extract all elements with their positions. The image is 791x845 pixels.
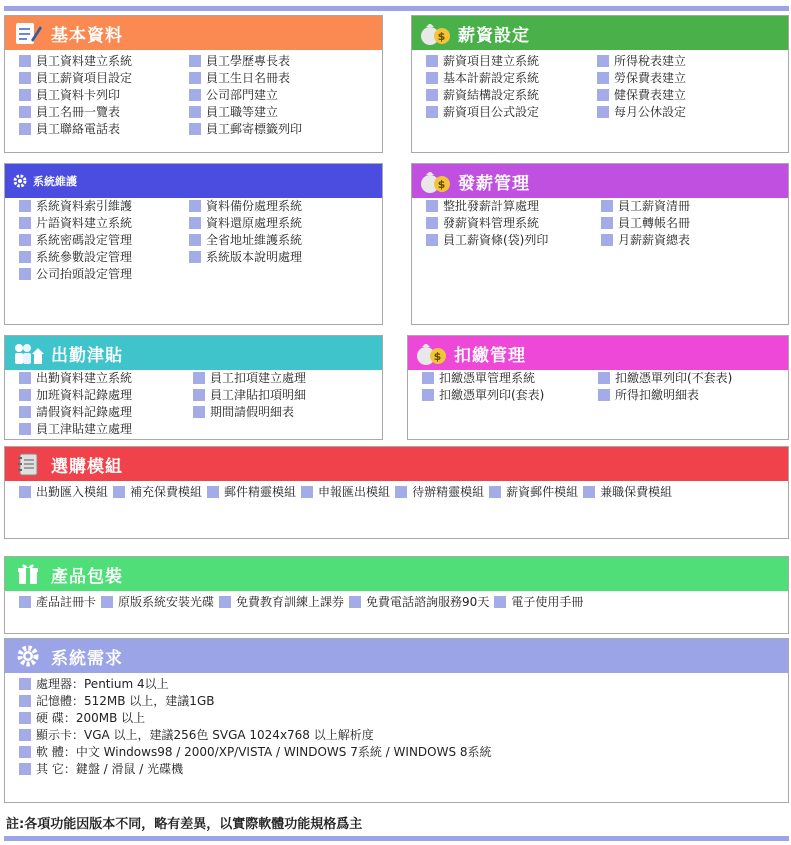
bullet-square-icon [301, 486, 313, 498]
bullet-square-icon [189, 217, 201, 229]
bullet-square-icon [19, 596, 31, 608]
module-item[interactable]: 薪資郵件模組 [489, 483, 578, 500]
menu-item[interactable]: 資料還原處理系統 [189, 215, 302, 232]
bullet-square-icon [189, 200, 201, 212]
svg-text:$: $ [437, 30, 447, 43]
bullet-square-icon [19, 89, 31, 101]
bullet-square-icon [189, 72, 201, 84]
requirement-item: 軟 體：中文 Windows98 / 2000/XP/VISTA / WINDOWS 7系統 / WINDOWS 8系統 [19, 743, 492, 760]
bullet-square-icon [19, 200, 31, 212]
package-list [19, 593, 588, 610]
panel-header [5, 447, 788, 481]
bullet-square-icon [426, 106, 438, 118]
gear-icon [11, 166, 29, 196]
bullet-square-icon [597, 72, 609, 84]
panel-system-requirements [4, 638, 789, 803]
menu-item[interactable]: 系統密碼設定管理 [19, 232, 132, 249]
bullet-square-icon [19, 729, 31, 741]
panel-header [5, 639, 788, 673]
bullet-square-icon [601, 200, 613, 212]
notebook-icon [11, 449, 45, 479]
panel-header [5, 16, 382, 50]
panel-title: 發薪管理 [458, 173, 530, 194]
module-item[interactable]: 待辦精靈模組 [395, 483, 484, 500]
gift-icon [11, 559, 45, 589]
panel-product-package [4, 556, 789, 634]
bullet-square-icon [19, 763, 31, 775]
menu-item[interactable]: 員工資料建立系統 [19, 53, 132, 70]
bullet-square-icon [598, 372, 610, 384]
bullet-square-icon [19, 389, 31, 401]
bullet-square-icon [193, 372, 205, 384]
menu-item[interactable]: 薪資項目公式設定 [426, 104, 539, 121]
menu-item[interactable]: 期間請假明細表 [193, 404, 294, 421]
menu-item[interactable]: 員工薪資項目設定 [19, 70, 132, 87]
bullet-square-icon [19, 251, 31, 263]
panel-attendance-allowance [4, 335, 383, 440]
panel-withholding-management [407, 335, 789, 440]
bullet-square-icon [207, 486, 219, 498]
menu-item[interactable]: 全省地址維護系統 [189, 232, 302, 249]
requirement-item: 處理器：Pentium 4以上 [19, 675, 169, 692]
bullet-square-icon [426, 72, 438, 84]
bullet-square-icon [19, 372, 31, 384]
panel-title: 系統需求 [51, 648, 123, 669]
menu-item[interactable]: 扣繳憑單列印(不套表) [598, 370, 732, 387]
menu-item[interactable]: 員工生日名冊表 [189, 70, 290, 87]
menu-item[interactable]: 公司抬頭設定管理 [19, 266, 132, 283]
menu-item[interactable]: 片語資料建立系統 [19, 215, 132, 232]
panel-header [5, 557, 788, 591]
bullet-square-icon [19, 106, 31, 118]
menu-item[interactable]: 員工郵寄標籤列印 [189, 121, 302, 138]
panel-header [412, 16, 788, 50]
bullet-square-icon [19, 217, 31, 229]
menu-item[interactable]: 員工轉帳名冊 [601, 215, 690, 232]
bullet-square-icon [19, 746, 31, 758]
bullet-square-icon [426, 217, 438, 229]
bullet-square-icon [494, 596, 506, 608]
menu-item[interactable]: 系統參數設定管理 [19, 249, 132, 266]
panel-payroll-management [411, 163, 789, 325]
module-list [19, 483, 677, 500]
menu-item[interactable]: 出勤資料建立系統 [19, 370, 132, 387]
panel-title: 系統維護 [33, 175, 77, 188]
bullet-square-icon [583, 486, 595, 498]
bullet-square-icon [19, 55, 31, 67]
menu-item[interactable]: 每月公休設定 [597, 104, 686, 121]
menu-item[interactable]: 員工聯絡電話表 [19, 121, 120, 138]
package-item: 電子使用手冊 [494, 593, 583, 610]
bullet-square-icon [189, 251, 201, 263]
menu-item[interactable]: 健保費表建立 [597, 87, 686, 104]
package-item: 原版系統安裝光碟 [101, 593, 214, 610]
menu-item[interactable]: 月薪薪資總表 [601, 232, 690, 249]
menu-item[interactable]: 員工學歷專長表 [189, 53, 290, 70]
menu-item[interactable]: 員工名冊一覽表 [19, 104, 120, 121]
panel-header [408, 336, 788, 370]
bullet-square-icon [349, 596, 361, 608]
bullet-square-icon [601, 234, 613, 246]
bullet-square-icon [113, 486, 125, 498]
bullet-square-icon [601, 217, 613, 229]
document-pen-icon [11, 18, 45, 48]
bullet-square-icon [219, 596, 231, 608]
bullet-square-icon [19, 268, 31, 280]
menu-item[interactable]: 加班資料記錄處理 [19, 387, 132, 404]
footnote: 註:各項功能因版本不同，略有差異，以實際軟體功能規格爲主 [6, 817, 363, 832]
bullet-square-icon [19, 123, 31, 135]
menu-item[interactable]: 薪資結構設定系統 [426, 87, 539, 104]
requirement-item: 顯示卡：VGA 以上，建議256色 SVGA 1024x768 以上解析度 [19, 726, 374, 743]
menu-item[interactable]: 系統資料索引維護 [19, 198, 132, 215]
bullet-square-icon [426, 55, 438, 67]
money-bag-icon [418, 18, 452, 48]
menu-item[interactable]: 員工薪資條(袋)列印 [426, 232, 548, 249]
panel-title: 基本資料 [51, 25, 123, 46]
module-item[interactable]: 郵件精靈模組 [207, 483, 296, 500]
bullet-square-icon [19, 423, 31, 435]
money-bag-icon [418, 166, 452, 196]
menu-item[interactable]: 系統版本說明處理 [189, 249, 302, 266]
panel-title: 產品包裝 [51, 566, 123, 587]
svg-text:$: $ [437, 178, 447, 191]
menu-item[interactable]: 發薪資料管理系統 [426, 215, 539, 232]
module-item[interactable]: 申報匯出模組 [301, 483, 390, 500]
panel-title: 扣繳管理 [454, 345, 526, 366]
menu-item[interactable]: 扣繳憑單列印(套表) [422, 387, 544, 404]
panel-header [412, 164, 788, 198]
menu-item[interactable]: 所得稅表建立 [597, 53, 686, 70]
bullet-square-icon [19, 695, 31, 707]
bullet-square-icon [489, 486, 501, 498]
bullet-square-icon [19, 678, 31, 690]
panel-title: 選購模組 [51, 456, 123, 477]
bullet-square-icon [597, 89, 609, 101]
bullet-square-icon [426, 234, 438, 246]
menu-item[interactable]: 員工資料卡列印 [19, 87, 120, 104]
module-item[interactable]: 補充保費模組 [113, 483, 202, 500]
bullet-square-icon [426, 200, 438, 212]
svg-text:$: $ [433, 350, 443, 363]
bullet-square-icon [19, 486, 31, 498]
menu-item[interactable]: 員工扣項建立處理 [193, 370, 306, 387]
bullet-square-icon [19, 406, 31, 418]
bullet-square-icon [395, 486, 407, 498]
panel-title: 薪資設定 [458, 25, 530, 46]
bullet-square-icon [189, 234, 201, 246]
requirement-item: 其 它：鍵盤 / 滑鼠 / 光碟機 [19, 760, 183, 777]
bottom-divider [4, 836, 789, 841]
bullet-square-icon [193, 389, 205, 401]
bullet-square-icon [193, 406, 205, 418]
bullet-square-icon [597, 106, 609, 118]
menu-item[interactable]: 請假資料記錄處理 [19, 404, 132, 421]
bullet-square-icon [19, 712, 31, 724]
menu-item[interactable]: 扣繳憑單管理系統 [422, 370, 535, 387]
panel-optional-modules [4, 446, 789, 539]
panel-title: 出勤津貼 [51, 345, 123, 366]
package-item: 產品註冊卡 [19, 593, 96, 610]
module-item[interactable]: 出勤匯入模組 [19, 483, 108, 500]
menu-item[interactable]: 所得扣繳明細表 [598, 387, 699, 404]
panel-system-maintenance [4, 163, 383, 325]
bullet-square-icon [597, 55, 609, 67]
menu-item[interactable]: 勞保費表建立 [597, 70, 686, 87]
gear-icon [11, 641, 45, 671]
menu-item[interactable]: 整批發薪計算處理 [426, 198, 539, 215]
bullet-square-icon [422, 372, 434, 384]
bullet-square-icon [19, 72, 31, 84]
bullet-square-icon [422, 389, 434, 401]
bullet-square-icon [189, 89, 201, 101]
menu-item[interactable]: 員工職等建立 [189, 104, 278, 121]
top-divider [4, 6, 789, 11]
menu-item[interactable]: 員工薪資清冊 [601, 198, 690, 215]
people-house-icon [11, 338, 45, 368]
bullet-square-icon [19, 234, 31, 246]
requirement-item: 記憶體：512MB 以上，建議1GB [19, 692, 214, 709]
panel-header [5, 336, 382, 370]
requirement-item: 硬 碟：200MB 以上 [19, 709, 145, 726]
menu-item[interactable]: 公司部門建立 [189, 87, 278, 104]
panel-basic-data [4, 15, 383, 153]
bullet-square-icon [189, 106, 201, 118]
menu-item[interactable]: 基本計薪設定系統 [426, 70, 539, 87]
panel-salary-settings [411, 15, 789, 153]
menu-item[interactable]: 薪資項目建立系統 [426, 53, 539, 70]
bullet-square-icon [189, 55, 201, 67]
money-bag-icon [414, 338, 448, 368]
bullet-square-icon [598, 389, 610, 401]
bullet-square-icon [426, 89, 438, 101]
bullet-square-icon [101, 596, 113, 608]
package-item: 免費電話諮詢服務90天 [349, 593, 489, 610]
menu-item[interactable]: 資料備份處理系統 [189, 198, 302, 215]
module-item[interactable]: 兼職保費模組 [583, 483, 672, 500]
package-item: 免費教育訓練上課券 [219, 593, 344, 610]
menu-item[interactable]: 員工津貼建立處理 [19, 421, 132, 438]
menu-item[interactable]: 員工津貼扣項明細 [193, 387, 306, 404]
bullet-square-icon [189, 123, 201, 135]
panel-header [5, 164, 382, 198]
